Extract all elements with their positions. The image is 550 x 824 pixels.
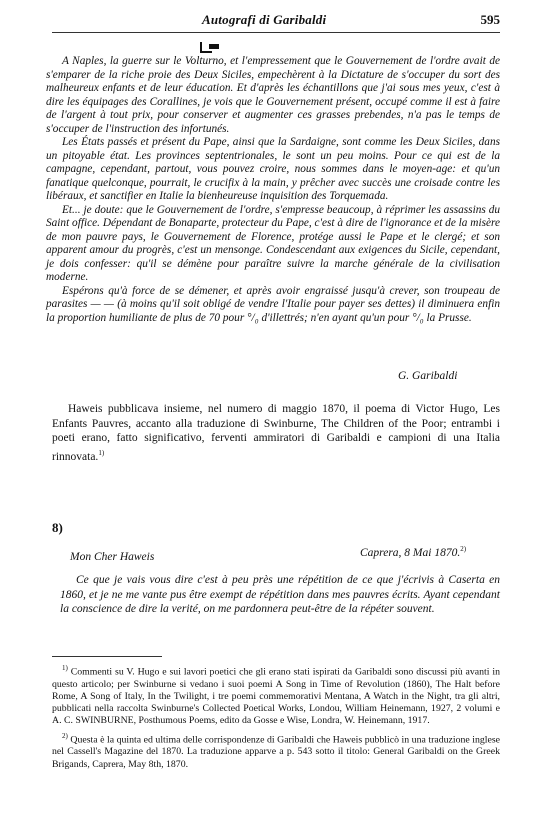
dateline-text: Caprera, 8 Mai 1870. — [360, 546, 461, 559]
letter-dateline — [360, 545, 466, 559]
section-number: 8) — [52, 520, 63, 535]
footnote-divider — [52, 656, 162, 657]
footnotes — [52, 662, 500, 773]
running-title: Autografi di Garibaldi — [202, 12, 327, 27]
letter-salutation: Mon Cher Haweis — [70, 551, 155, 563]
letter-body: Ce que je vais vous dire c'est à peu près une répétition de ce que j'écrivis à Caserta en 1860, et je ne me vante pus être exempt de répétition dans mes pauvres écrits. Ayant cependant la conscience de dire la verité, on me pardonnera peut-être de la répéter souvent. — [60, 574, 500, 615]
quote-paragraph-4: Espérons qu'à force de se démener, et après avoir engraissé jusqu'à crever, son troupeau de parasites — — (à moins qu'il soit obligé de vendre l'Italie pour payer ses dettes) il diminuera enfin la proportion humiliante de plus de 70 pour °/₀ d'illettrés; n'en ayant qu'un pour °/₀ la Prusse. — [46, 284, 500, 324]
footnote-2-text: Questa è la quinta ed ultima delle corrispondenze di Garibaldi che Haweis pubblicò in una traduzione inglese nel Cassell's Magazine del 1870. La traduzione apparve a p. 543 sotto il titolo: General Garibaldi on the Greek Brigands, Caprera, May 8th, 1870. — [52, 734, 500, 770]
footnote-1-text: Commenti su V. Hugo e sui lavori poetici che gli erano stati ispirati da Garibaldi sono discussi più avanti in questo articolo; per Swinburne si vedano i suoi poemi A Song in Time of Revolution (1860), The Halt before Rome, A Song of Italy, In the Twilight, i tre poemi commemorativi Mentana, A Watch in the Night, tra gli altri, pubblicati nella raccolta Swinburne's Collected Poetical Works, Londou, William Heinemann, 1927, 2 volumi e A. C. SWINBURNE, Posthumous Poems, edito da Gosse e Wise, Londra, W. Heinemann, 1917. — [52, 666, 501, 727]
printer-mark-icon — [200, 42, 224, 54]
footnote-ref-2: 2) — [460, 545, 467, 553]
quote-paragraph-3: Et... je doute: que le Gouvernement de l'ordre, s'empresse beaucoup, à réprimer les assassins du Saint office. Dépendant de Bonaparte, protecteur du Pape, c'est à dire de l'ignorance et de la misère de mon pauvre pays, le Gouvernement de Florence, protége aussi le Pape et le clergé; et son apparent amour du progrès, c'est un mensonge. Condescendant aux exigences du Sicile, cependant, je dois confesser: qu'il se démène pour paraître suivre la marche générale de la civilisation moderne. — [46, 203, 500, 283]
footnote-1 — [52, 662, 500, 728]
body-paragraph — [52, 402, 500, 464]
footnote-ref-1: 1) — [98, 448, 105, 457]
page-header — [52, 10, 500, 33]
quote-signature: G. Garibaldi — [398, 370, 458, 382]
quoted-letter — [46, 55, 500, 325]
footnote-1-marker: 1) — [62, 664, 68, 672]
body-paragraph-text: Haweis pubblicava insieme, nel numero di maggio 1870, il poema di Victor Hugo, Les Enfants Pauvres, accanto alla traduzione di Swinburne, The Children of the Poor; entrambi i poeti erano, fatto significativo, ferventi ammiratori di Garibaldi e campioni di una Italia rinnovata. — [52, 403, 500, 463]
page-number: 595 — [480, 12, 500, 27]
quote-paragraph-1: A Naples, la guerre sur le Volturno, et l'empressement que le Gouvernement de l'ordre avait de s'emparer de la riche proie des Deux Siciles, empechèrent à la Dictature de s'occuper du sort des malheureux enfants et de leur éducation. Et d'après les échantillons que j'ai sous mes yeux, c'est à dire les équipages des Corallines, je vois que le Gouvernement présent, occupé comme il est à faire de l'argent à tout prix, pour conserver et augmenter ces grasses prebendes, n'a pas le temps de s'occuper de l'instruction des infortunés. — [46, 55, 500, 135]
footnote-2-marker: 2) — [62, 731, 68, 740]
footnote-2 — [52, 730, 500, 771]
quote-paragraph-2: Les États passés et présent du Pape, ainsi que la Sardaigne, sont comme les Deux Siciles, dans un pitoyable état. Les provinces septentrionales, le sont un peu moins. Pour ce qui est de la campagne, cependant, partout, vous pouvez croire, nous sommes dans le moyen-age: et qu'un fanatique quelconque, pourrait, le crucifix à la main, y prêcher avec succès une croisade contre les libéraux, et sanctifier en Italie la bienheureuse inquisition des Torquemada. — [46, 136, 500, 202]
